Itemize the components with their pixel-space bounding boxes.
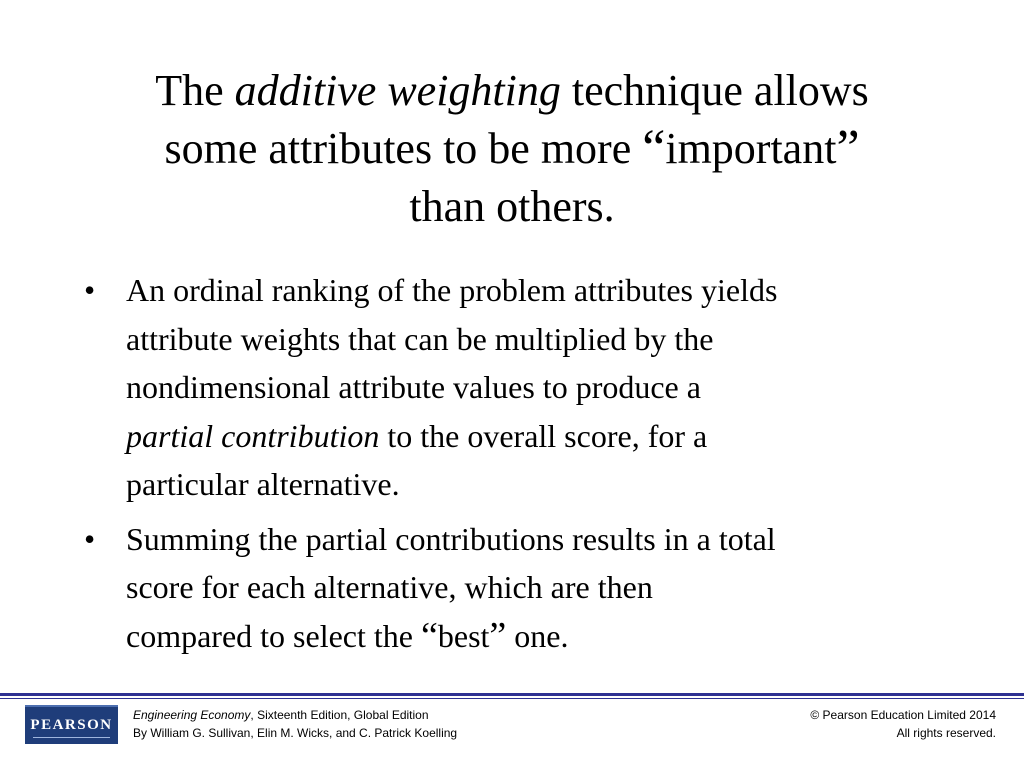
book-authors: By William G. Sullivan, Elin M. Wicks, and C. Patrick Koelling (133, 726, 458, 740)
title-text-4: than others. (409, 182, 615, 231)
bullet-2-line-3-end: one. (506, 617, 569, 654)
bullet-2-close-quote: ” (489, 614, 507, 657)
bullet-1-emphasis: partial contribution (126, 417, 380, 454)
bullet-2-line-3: compared to select the (126, 617, 421, 654)
bullet-1-line-5: particular alternative. (126, 466, 400, 502)
bullet-2-line-1: Summing the partial contributions results in a total (126, 520, 776, 557)
logo-text: PEARSON (30, 717, 113, 733)
book-title: Engineering Economy (133, 708, 251, 722)
title-text-3: some attributes to be more (164, 124, 643, 173)
title-emphasis: additive weighting (234, 66, 561, 115)
bullet-1-line-1: An ordinal ranking of the problem attributes yields (126, 272, 778, 308)
bullet-list (80, 266, 960, 666)
bullet-1-line-2: attribute weights that can be multiplied by the (126, 320, 714, 357)
rights-text: All rights reserved. (896, 726, 996, 740)
logo-underline (33, 737, 110, 738)
footer-copyright (810, 706, 996, 742)
title-text-2: technique allows (560, 66, 869, 115)
bullet-2-quoted-word: best (437, 617, 490, 654)
slide-title (60, 62, 964, 236)
copyright-text: © Pearson Education Limited 2014 (810, 708, 996, 722)
bullet-1-line-4: to the overall score, for a (379, 417, 708, 454)
footer-divider-thin (0, 698, 1024, 699)
bullet-item-1 (80, 266, 960, 509)
bullet-1-line-3: nondimensional attribute values to produce a (126, 369, 701, 405)
book-edition: , Sixteenth Edition, Global Edition (250, 708, 429, 722)
bullet-dot: • (84, 272, 96, 308)
bullet-2-open-quote: “ (420, 614, 438, 657)
footer-divider (0, 693, 1024, 696)
title-close-quote: ” (836, 120, 860, 177)
pearson-logo (25, 705, 118, 744)
footer-book-info (133, 706, 457, 742)
bullet-2-line-2: score for each alternative, which are then (126, 569, 653, 605)
bullet-dot: • (84, 520, 96, 557)
title-open-quote: “ (642, 120, 666, 177)
title-text-1: The (155, 66, 235, 115)
title-quoted-word: important (665, 124, 837, 173)
bullet-item-2 (80, 515, 960, 661)
